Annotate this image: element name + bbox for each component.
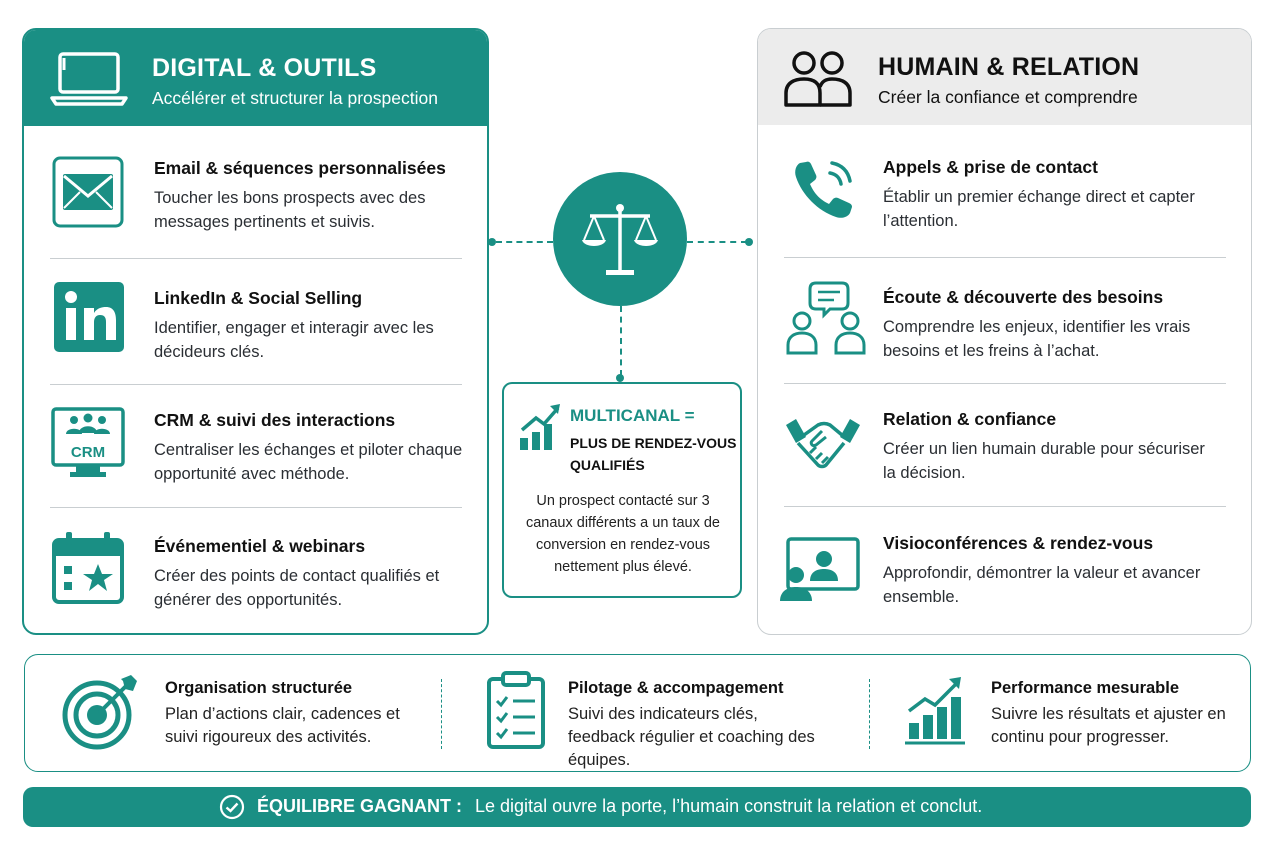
- target-icon: [61, 671, 141, 751]
- multicanal-box: [502, 382, 742, 598]
- footer-banner: [23, 787, 1251, 827]
- digital-item-email: [24, 130, 487, 256]
- digital-item-desc: Toucher les bons prospects avec des messages pertinents et suivis.: [154, 189, 426, 231]
- human-item-relation: [758, 385, 1251, 511]
- digital-item-desc: Créer des points de contact qualifiés et générer des opportunités.: [154, 567, 440, 609]
- divider: [784, 506, 1226, 507]
- human-item-desc: Approfondir, démontrer la valeur et avancer ensemble.: [883, 564, 1201, 606]
- pillar-performance: [873, 655, 1248, 771]
- handshake-icon: [782, 409, 864, 479]
- footer-bold: ÉQUILIBRE GAGNANT :: [257, 796, 462, 816]
- pillar-desc: Suivre les résultats et ajuster en continu pour progresser.: [991, 705, 1226, 746]
- connector-line: [496, 241, 553, 243]
- human-item-desc: Créer un lien humain durable pour sécuriser la décision.: [883, 440, 1205, 482]
- linkedin-icon: [52, 280, 128, 356]
- listening-icon: [784, 279, 868, 359]
- digital-item-events: [24, 510, 487, 635]
- connector-line: [687, 241, 747, 243]
- connector-dot: [488, 238, 496, 246]
- digital-panel-title: DIGITAL & OUTILS: [152, 54, 377, 82]
- digital-item-linkedin: [24, 262, 487, 388]
- multicanal-subtitle: PLUS DE RENDEZ-VOUS QUALIFIÉS: [570, 435, 737, 473]
- human-item-desc: Comprendre les enjeux, identifier les vrais besoins et les freins à l’achat.: [883, 318, 1191, 360]
- phone-icon: [786, 153, 862, 229]
- digital-item-desc: Identifier, engager et interagir avec les décideurs clés.: [154, 319, 434, 361]
- human-panel-header: [758, 29, 1251, 125]
- balance-circle: [553, 172, 687, 306]
- human-item-title: Écoute & découverte des besoins: [883, 287, 1164, 307]
- digital-panel: [22, 28, 489, 635]
- checklist-icon: [485, 671, 549, 751]
- pillar-title: Pilotage & accompagement: [568, 679, 784, 697]
- human-item-desc: Établir un premier échange direct et capter l’attention.: [883, 188, 1195, 230]
- multicanal-title: MULTICANAL =: [570, 406, 695, 425]
- human-item-title: Appels & prise de contact: [883, 157, 1098, 177]
- human-panel: [757, 28, 1252, 635]
- digital-item-title: LinkedIn & Social Selling: [154, 288, 363, 308]
- pillar-organisation: [25, 655, 435, 771]
- divider: [50, 258, 462, 259]
- calendar-star-icon: [50, 530, 126, 606]
- people-icon: [782, 49, 854, 109]
- digital-item-title: CRM & suivi des interactions: [154, 410, 396, 430]
- human-item-title: Visioconférences & rendez-vous: [883, 533, 1154, 553]
- divider: [50, 507, 462, 508]
- growth-chart-icon: [518, 402, 562, 452]
- bottom-pillars: [24, 654, 1251, 772]
- digital-item-crm: [24, 386, 487, 512]
- pillar-divider: [441, 679, 442, 749]
- digital-panel-subtitle: Accélérer et structurer la prospection: [152, 88, 438, 108]
- pillar-pilotage: [445, 655, 865, 771]
- digital-item-title: Événementiel & webinars: [154, 536, 366, 556]
- growth-chart-icon: [903, 671, 969, 751]
- balance-scale-icon: [580, 200, 660, 280]
- pillar-desc: Plan d’actions clair, cadences et suivi rigoureux des activités.: [165, 705, 400, 746]
- pillar-desc: Suivi des indicateurs clés, feedback régulier et coaching des équipes.: [568, 705, 815, 769]
- human-panel-title: HUMAIN & RELATION: [878, 53, 1140, 81]
- crm-icon-label: CRM: [70, 444, 106, 461]
- human-item-title: Relation & confiance: [883, 409, 1057, 429]
- human-item-calls: [758, 129, 1251, 255]
- video-call-icon: [778, 535, 862, 605]
- human-panel-subtitle: Créer la confiance et comprendre: [878, 87, 1138, 107]
- divider: [50, 384, 462, 385]
- footer-message: Le digital ouvre la porte, l’humain construit la relation et conclut.: [475, 796, 983, 816]
- laptop-icon: [50, 50, 128, 108]
- pillar-title: Organisation structurée: [165, 679, 353, 697]
- connector-dot: [616, 374, 624, 382]
- digital-item-title: Email & séquences personnalisées: [154, 158, 446, 178]
- email-icon: [50, 154, 126, 230]
- footer-text: [257, 796, 982, 817]
- connector-line: [620, 306, 622, 376]
- human-item-video: [758, 509, 1251, 635]
- pillar-divider: [869, 679, 870, 749]
- digital-panel-header: [24, 30, 487, 126]
- multicanal-description: Un prospect contacté sur 3 canaux différents a un taux de conversion en rendez-vous nettement plus élevé.: [525, 493, 720, 575]
- pillar-title: Performance mesurable: [991, 679, 1180, 697]
- connector-dot: [745, 238, 753, 246]
- digital-item-desc: Centraliser les échanges et piloter chaque opportunité avec méthode.: [154, 441, 463, 483]
- check-circle-icon: [219, 794, 245, 820]
- human-item-listening: [758, 261, 1251, 387]
- divider: [784, 383, 1226, 384]
- divider: [784, 257, 1226, 258]
